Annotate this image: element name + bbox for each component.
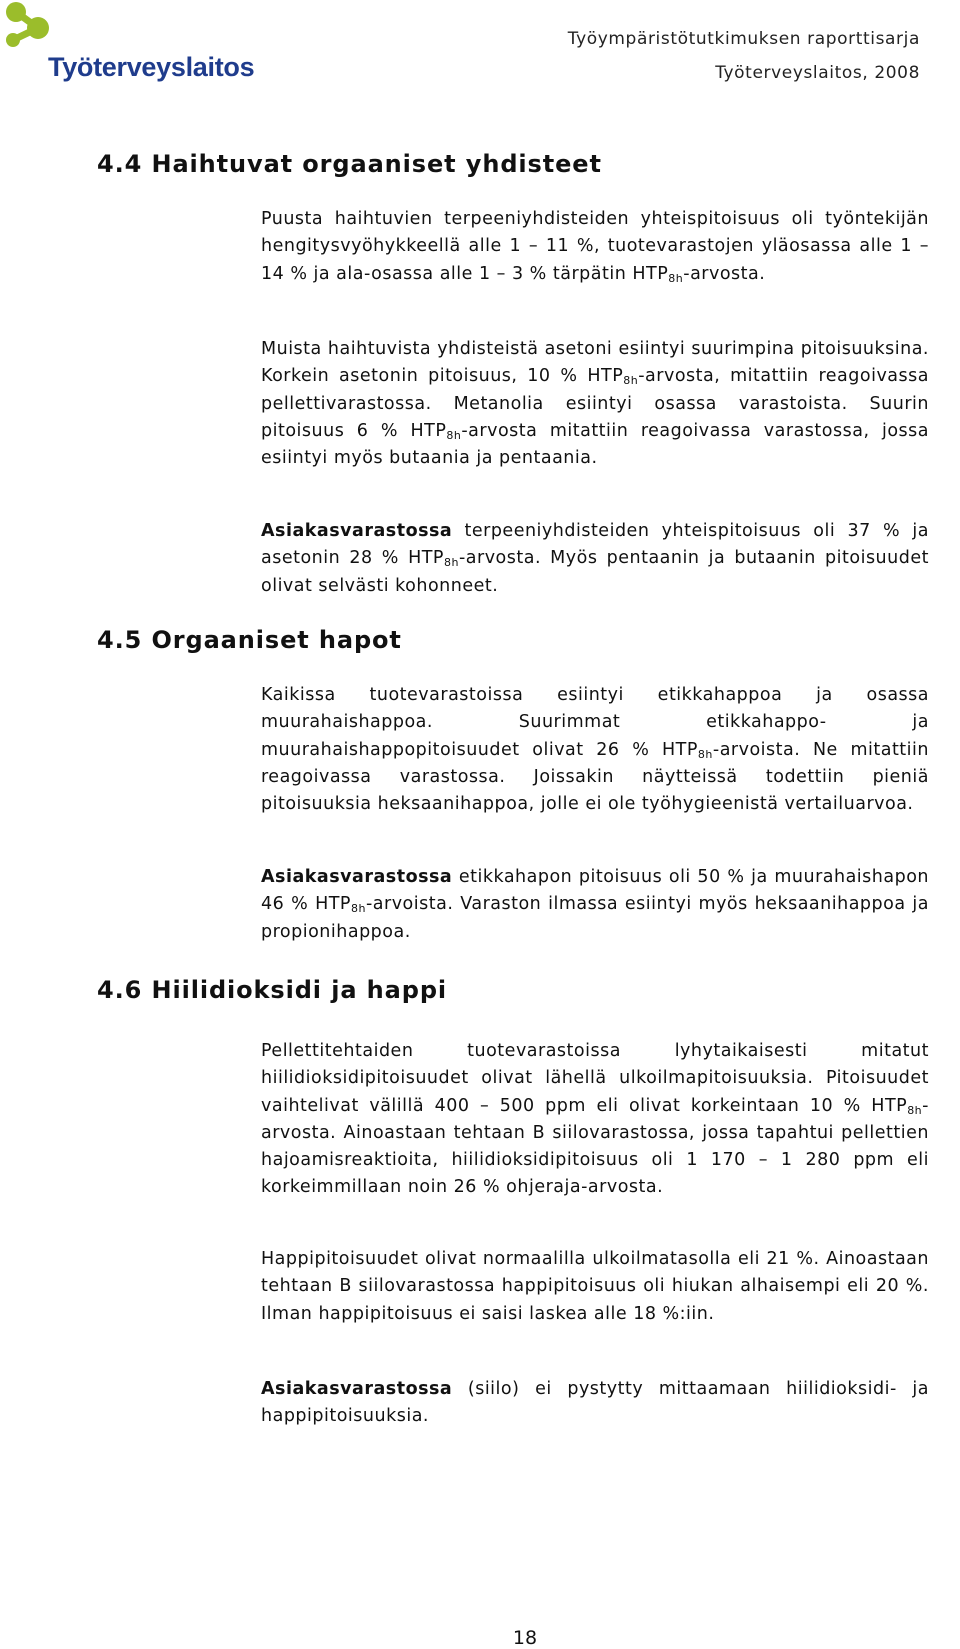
section-title-4-4: 4.4 Haihtuvat orgaaniset yhdisteet bbox=[97, 150, 602, 178]
paragraph: Pellettitehtaiden tuotevarastoissa lyhytaikaisesti mitatut hiilidioksidipitoisuudet olivat lähellä ulkoilmapitoisuuksia. Pitoisuudet vaihtelivat välillä 400 – 500 ppm eli olivat korkeintaan 10 % $HTP_{8h}$-arvosta. Ainoastaan tehtaan B siilovarastossa, jossa tapahtui pellettien hajoamisreaktioita, hiilidioksidipitoisuus oli 1 170 – 1 280 ppm eli korkeimmillaan noin 26 % ohjeraja-arvosta. bbox=[261, 1041, 929, 1198]
header-info bbox=[568, 22, 920, 90]
tyoterveyslaitos-logo bbox=[0, 0, 255, 90]
section-title-4-5: 4.5 Orgaaniset hapot bbox=[97, 626, 402, 654]
paragraph: Muista haihtuvista yhdisteistä asetoni esiintyi suurimpina pitoisuuksina. Korkein asetonin pitoisuus, 10 % $HTP_{8h}$-arvosta, mitattiin reagoivassa pellettivarastossa. Metanolia esiintyi osassa varastoista. Suurin pitoisuus 6 % $HTP_{8h}$-arvosta mitattiin reagoivassa varastossa, jossa esiintyi myös butaania ja pentaania. bbox=[261, 339, 929, 469]
page-number: 18 bbox=[512, 1627, 538, 1649]
publisher-year: Työterveyslaitos, 2008 bbox=[715, 63, 920, 83]
paragraph: Asiakasvarastossa (siilo) ei pystytty mittaamaan hiilidioksidi- ja happipitoisuuksia. bbox=[261, 1379, 929, 1427]
section-title-4-6: 4.6 Hiilidioksidi ja happi bbox=[97, 976, 448, 1004]
logo-text: Työterveyslaitos bbox=[48, 52, 255, 82]
paragraph: Kaikissa tuotevarastoissa esiintyi etikkahappoa ja osassa muurahaishappoa. Suurimmat etikkahappo- ja muurahaishappopitoisuudet olivat 26 % $HTP_{8h}$-arvoista. Ne mitattiin reagoivassa varastossa. Joissakin näytteissä todettiin pieniä pitoisuuksia heksaanihappoa, jolle ei ole työhygieenistä vertailuarvoa. bbox=[261, 685, 929, 815]
paragraph: Asiakasvarastossa etikkahapon pitoisuus oli 50 % ja muurahaishapon 46 % $HTP_{8h}$-arvoista. Varaston ilmassa esiintyi myös heksaanihappoa ja propionihappoa. bbox=[261, 867, 929, 942]
logo-mark-icon bbox=[0, 0, 60, 60]
report-series: Työympäristötutkimuksen raporttisarja bbox=[567, 29, 920, 49]
paragraph: Happipitoisuudet olivat normaalilla ulkoilmatasolla eli 21 %. Ainoastaan tehtaan B siilovarastossa happipitoisuus oli hiukan alhaisempi eli 20 %. Ilman happipitoisuus ei saisi laskea alle 18 %:iin. bbox=[261, 1249, 929, 1324]
paragraph: Puusta haihtuvien terpeeniyhdisteiden yhteispitoisuus oli työntekijän hengitysvyöhykkeellä alle 1 – 11 %, tuotevarastojen yläosassa alle 1 – 14 % ja ala-osassa alle 1 – 3 % tärpätin $HTP_{8h}$-arvosta. bbox=[261, 209, 929, 285]
paragraph: Asiakasvarastossa terpeeniyhdisteiden yhteispitoisuus oli 37 % ja asetonin 28 % $HTP_{8h}$-arvosta. Myös pentaanin ja butaanin pitoisuudet olivat selvästi kohonneet. bbox=[261, 521, 929, 596]
